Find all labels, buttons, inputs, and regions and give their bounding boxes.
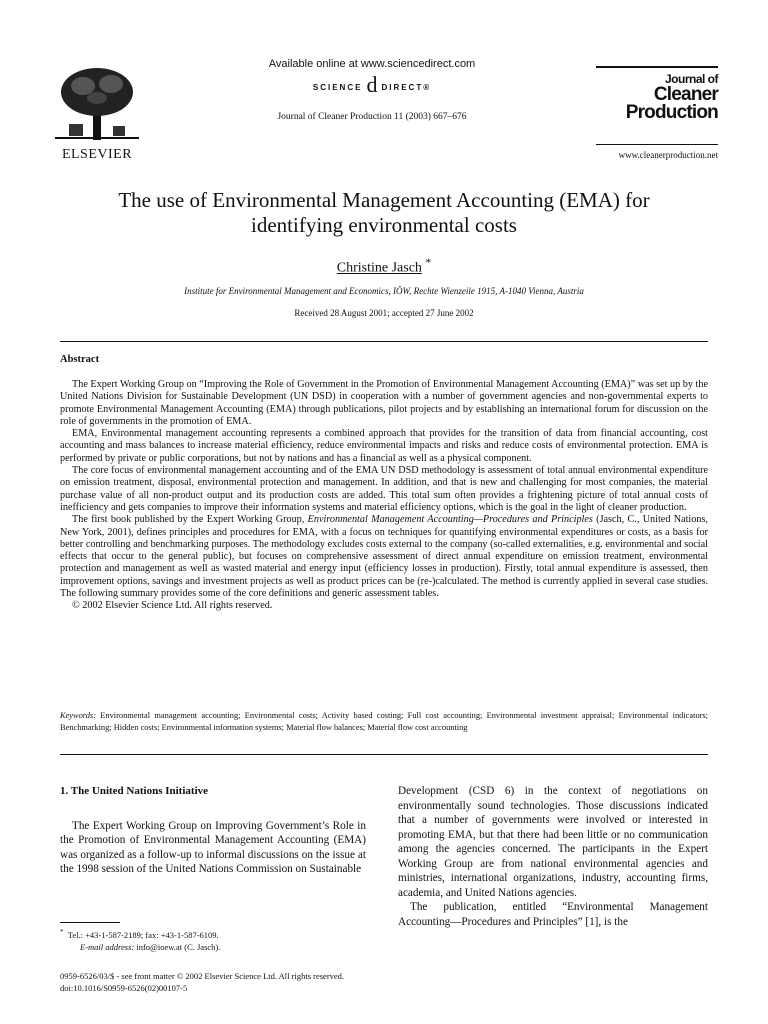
footnote-rule (60, 922, 120, 923)
keywords-bottom-rule (60, 754, 708, 755)
book-title: Environmental Management Accounting—Procedures and Principles (307, 514, 593, 526)
body-right-column (398, 784, 708, 929)
abstract-body (60, 379, 708, 613)
publisher-name: ELSEVIER (61, 147, 133, 162)
journal-logo-line3: Production (625, 102, 718, 123)
abstract-paragraph (60, 514, 708, 600)
abstract-paragraph: The core focus of environmental management accounting and of the EMA UN DSD methodology is assessment of total annual environmental expenditure on emission treatment, disposal, environmental protection and management. In addition, and that is new and challenging for most companies, the material purchase value of all non-product output and its production costs are added. This total sum often provides a frightening picture of total annual costs of inefficiency and gets companies to improve their information systems and material efficiency options, which is the goal in the light of cleaner production. (60, 465, 708, 513)
author-affiliation: Institute for Environmental Management and Economics, IÖW, Rechte Wienzeile 1915, A-1040 Vienna, Austria (184, 286, 584, 296)
header-divider (596, 144, 718, 145)
sd-at-icon: d (366, 72, 378, 97)
abstract-paragraph: The Expert Working Group on “Improving the Role of Government in the Promotion of Environmental Management Accounting (EMA)” was set up by the United Nations Division for Sustainable Development (UN DSD) in cooperation with a number of government agencies and non-governmental experts to promote Environmental Management Accounting (EMA) through publications, pilot projects and by establishing an international forum for discussion on the role of governments in the promotion of EMA. (60, 379, 708, 427)
journal-url[interactable]: www.cleanerproduction.net (618, 150, 718, 160)
journal-reference: Journal of Cleaner Production 11 (2003) 667–676 (277, 112, 467, 122)
footnote-contact: Tel.: +43-1-587-2189; fax: +43-1-587-6109. (67, 929, 219, 940)
abstract-paragraph: EMA, Environmental management accounting represents a combined approach that provides for the transition of data from financial accounting, cost accounting and mass balances to increase material efficiency, reduce environmental impacts and risks and reduce costs of environmental protection. EMA is performed by private or public corporations, but not by nations and has a financial as well as a physical component. (60, 428, 708, 464)
body-paragraph: The publication, entitled “Environmental Management Accounting—Procedures and Principles” [1], is the (398, 901, 708, 928)
abstract-top-rule (60, 341, 708, 342)
author-name[interactable]: Christine Jasch (336, 260, 422, 276)
keywords (60, 710, 708, 734)
issn-line: 0959-6526/03/$ - see front matter © 2002 Elsevier Science Ltd. All rights reserved. (60, 971, 345, 981)
abstract-p4-end: (Jasch, C., United Nations, New York, 2001), defines principles and procedures for EMA, with a focus on techniques for quantifying environmental expenditures or costs, as a basis for better controlling and benchmarking purposes. The methodology excludes costs external to the company (so-called externalities, e.g. environmental and social effects that occur to the general public), but focuses on comprehensive assessment of direct annual expenditure on emission treatment, environmental protection and management as well as wasted material and energy input (efficiency losses in production). Firstly, total annual expenditure is assessed, then improvement options, savings and investment projects as well as product prices can be (re-)calculated. The method is currently applied in several case studies. The following summary provides some of the core definitions and generic assessment tables. (60, 514, 708, 600)
sciencedirect-block (242, 58, 502, 122)
footnote-contact-line (60, 926, 366, 941)
keywords-label: Keywords: (60, 711, 96, 720)
abstract-p4-start: The first book published by the Expert Working Group, (72, 514, 308, 526)
journal-logo (596, 66, 718, 122)
email-address[interactable]: info@ioew.at (C. Jasch). (136, 941, 221, 952)
received-dates: Received 28 August 2001; accepted 27 June 2002 (294, 308, 474, 318)
available-online-text: Available online at www.sciencedirect.com (268, 58, 476, 70)
copyright-notice: © 2002 Elsevier Science Ltd. All rights reserved. (72, 600, 273, 612)
doi-line[interactable]: doi:10.1016/S0959-6526(02)00107-5 (60, 983, 188, 993)
author-line (0, 256, 768, 277)
article-title (60, 188, 708, 238)
elsevier-logo (52, 64, 142, 163)
body-paragraph: The Expert Working Group on Improving Government’s Role in the Promotion of Environmental Management Accounting (EMA) was organized as a follow-up to informal discussions on the issue at the 1998 session of the United Nations Commission on Sustainable (60, 819, 366, 875)
journal-logo-line2: Cleaner (653, 84, 718, 105)
body-left-column (60, 784, 366, 877)
footnote-email-line (60, 941, 366, 953)
section-heading: 1. The United Nations Initiative (60, 785, 209, 797)
abstract-heading: Abstract (60, 354, 100, 365)
body-paragraph: Development (CSD 6) in the context of negotiations on environmentally sound technologies. Those discussions indicated that a number of governments were involved or interested in promoting EMA, but that there had been little or no communication among the agencies concerned. The participants in the Expert Working Group are from national environmental agencies and ministries, international organizations, industry, accounting firms, academia, and United Nations agencies. (398, 785, 708, 899)
author-footnote-mark[interactable]: * (425, 256, 432, 269)
author-footnote (60, 926, 366, 953)
elsevier-tree-icon (55, 64, 139, 140)
email-label: E-mail address: (80, 941, 135, 952)
keywords-text: Environmental management accounting; Environmental costs; Activity based costing; Full cost accounting; Environmental investment appraisal; Environmental indicators; Benchmarking; Hidden costs; Environmental information systems; Material flow balances; Material flow cost accounting (60, 711, 709, 732)
sciencedirect-logo (242, 72, 502, 98)
footnote-mark: * (60, 928, 64, 936)
bottom-metadata (60, 970, 560, 994)
title-line-1: The use of Environmental Management Accounting (EMA) for (118, 188, 650, 212)
title-line-2: identifying environmental costs (251, 213, 517, 237)
sd-left-text: SCIENCE (312, 82, 363, 92)
journal-logo-line1: Journal of (664, 72, 718, 86)
page-header (52, 58, 718, 170)
sd-right-text: DIRECT® (381, 82, 432, 92)
